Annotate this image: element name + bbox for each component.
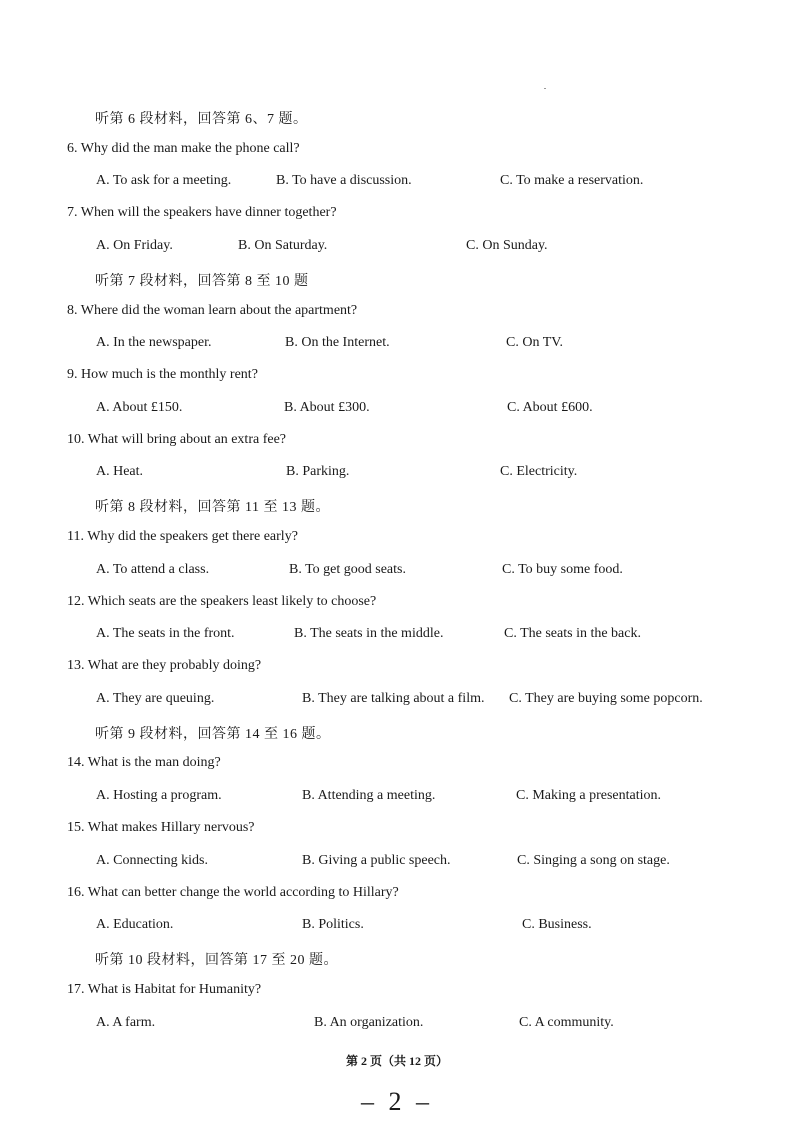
q13-option-c: C. They are buying some popcorn. bbox=[509, 691, 703, 706]
section-heading-7: 听第 7 段材料，回答第 8 至 10 题 bbox=[95, 274, 309, 289]
q7-option-b: B. On Saturday. bbox=[238, 238, 328, 253]
q11-option-b: B. To get good seats. bbox=[289, 562, 406, 577]
question-13: 13. What are they probably doing? bbox=[67, 658, 262, 673]
q9-option-a: A. About £150. bbox=[96, 400, 183, 415]
question-6: 6. Why did the man make the phone call? bbox=[67, 141, 300, 156]
question-17: 17. What is Habitat for Humanity? bbox=[67, 982, 262, 997]
q17-option-b: B. An organization. bbox=[314, 1015, 424, 1030]
q12-option-c: C. The seats in the back. bbox=[504, 626, 641, 641]
q17-option-a: A. A farm. bbox=[96, 1015, 156, 1030]
question-15: 15. What makes Hillary nervous? bbox=[67, 820, 255, 835]
q12-option-a: A. The seats in the front. bbox=[96, 626, 235, 641]
q15-option-a: A. Connecting kids. bbox=[96, 853, 208, 868]
question-9: 9. How much is the monthly rent? bbox=[67, 367, 258, 382]
q14-option-b: B. Attending a meeting. bbox=[302, 788, 436, 803]
q16-option-a: A. Education. bbox=[96, 917, 174, 932]
q12-option-b: B. The seats in the middle. bbox=[294, 626, 444, 641]
q11-option-c: C. To buy some food. bbox=[502, 562, 623, 577]
q14-option-a: A. Hosting a program. bbox=[96, 788, 222, 803]
scan-speck bbox=[544, 88, 546, 89]
question-12: 12. Which seats are the speakers least likely to choose? bbox=[67, 594, 377, 609]
question-10: 10. What will bring about an extra fee? bbox=[67, 432, 286, 447]
q10-option-a: A. Heat. bbox=[96, 464, 144, 479]
q13-option-b: B. They are talking about a film. bbox=[302, 691, 485, 706]
q9-option-b: B. About £300. bbox=[284, 400, 370, 415]
section-heading-10: 听第 10 段材料，回答第 17 至 20 题。 bbox=[95, 953, 338, 968]
page-info: 第 2 页（共 12 页） bbox=[345, 1054, 448, 1068]
question-14: 14. What is the man doing? bbox=[67, 755, 221, 770]
q10-option-b: B. Parking. bbox=[286, 464, 350, 479]
q16-option-c: C. Business. bbox=[522, 917, 592, 932]
section-heading-9: 听第 9 段材料，回答第 14 至 16 题。 bbox=[95, 727, 331, 742]
q10-option-c: C. Electricity. bbox=[500, 464, 578, 479]
page-number: – 2 – bbox=[361, 1087, 433, 1116]
q17-option-c: C. A community. bbox=[519, 1015, 614, 1030]
q14-option-c: C. Making a presentation. bbox=[516, 788, 662, 803]
question-11: 11. Why did the speakers get there early? bbox=[67, 529, 298, 544]
question-8: 8. Where did the woman learn about the apartment? bbox=[67, 303, 358, 318]
q13-option-a: A. They are queuing. bbox=[96, 691, 215, 706]
q9-option-c: C. About £600. bbox=[507, 400, 593, 415]
q7-option-c: C. On Sunday. bbox=[466, 238, 548, 253]
q8-option-c: C. On TV. bbox=[506, 335, 564, 350]
q11-option-a: A. To attend a class. bbox=[96, 562, 210, 577]
section-heading-6: 听第 6 段材料，回答第 6、7 题。 bbox=[95, 112, 308, 127]
section-heading-8: 听第 8 段材料，回答第 11 至 13 题。 bbox=[95, 500, 330, 515]
q15-option-b: B. Giving a public speech. bbox=[302, 853, 451, 868]
q6-option-c: C. To make a reservation. bbox=[500, 173, 644, 188]
question-7: 7. When will the speakers have dinner together? bbox=[67, 205, 337, 220]
q6-option-a: A. To ask for a meeting. bbox=[96, 173, 232, 188]
q7-option-a: A. On Friday. bbox=[96, 238, 173, 253]
q16-option-b: B. Politics. bbox=[302, 917, 364, 932]
q15-option-c: C. Singing a song on stage. bbox=[517, 853, 670, 868]
question-16: 16. What can better change the world according to Hillary? bbox=[67, 885, 399, 900]
q8-option-a: A. In the newspaper. bbox=[96, 335, 212, 350]
q8-option-b: B. On the Internet. bbox=[285, 335, 390, 350]
q6-option-b: B. To have a discussion. bbox=[276, 173, 412, 188]
